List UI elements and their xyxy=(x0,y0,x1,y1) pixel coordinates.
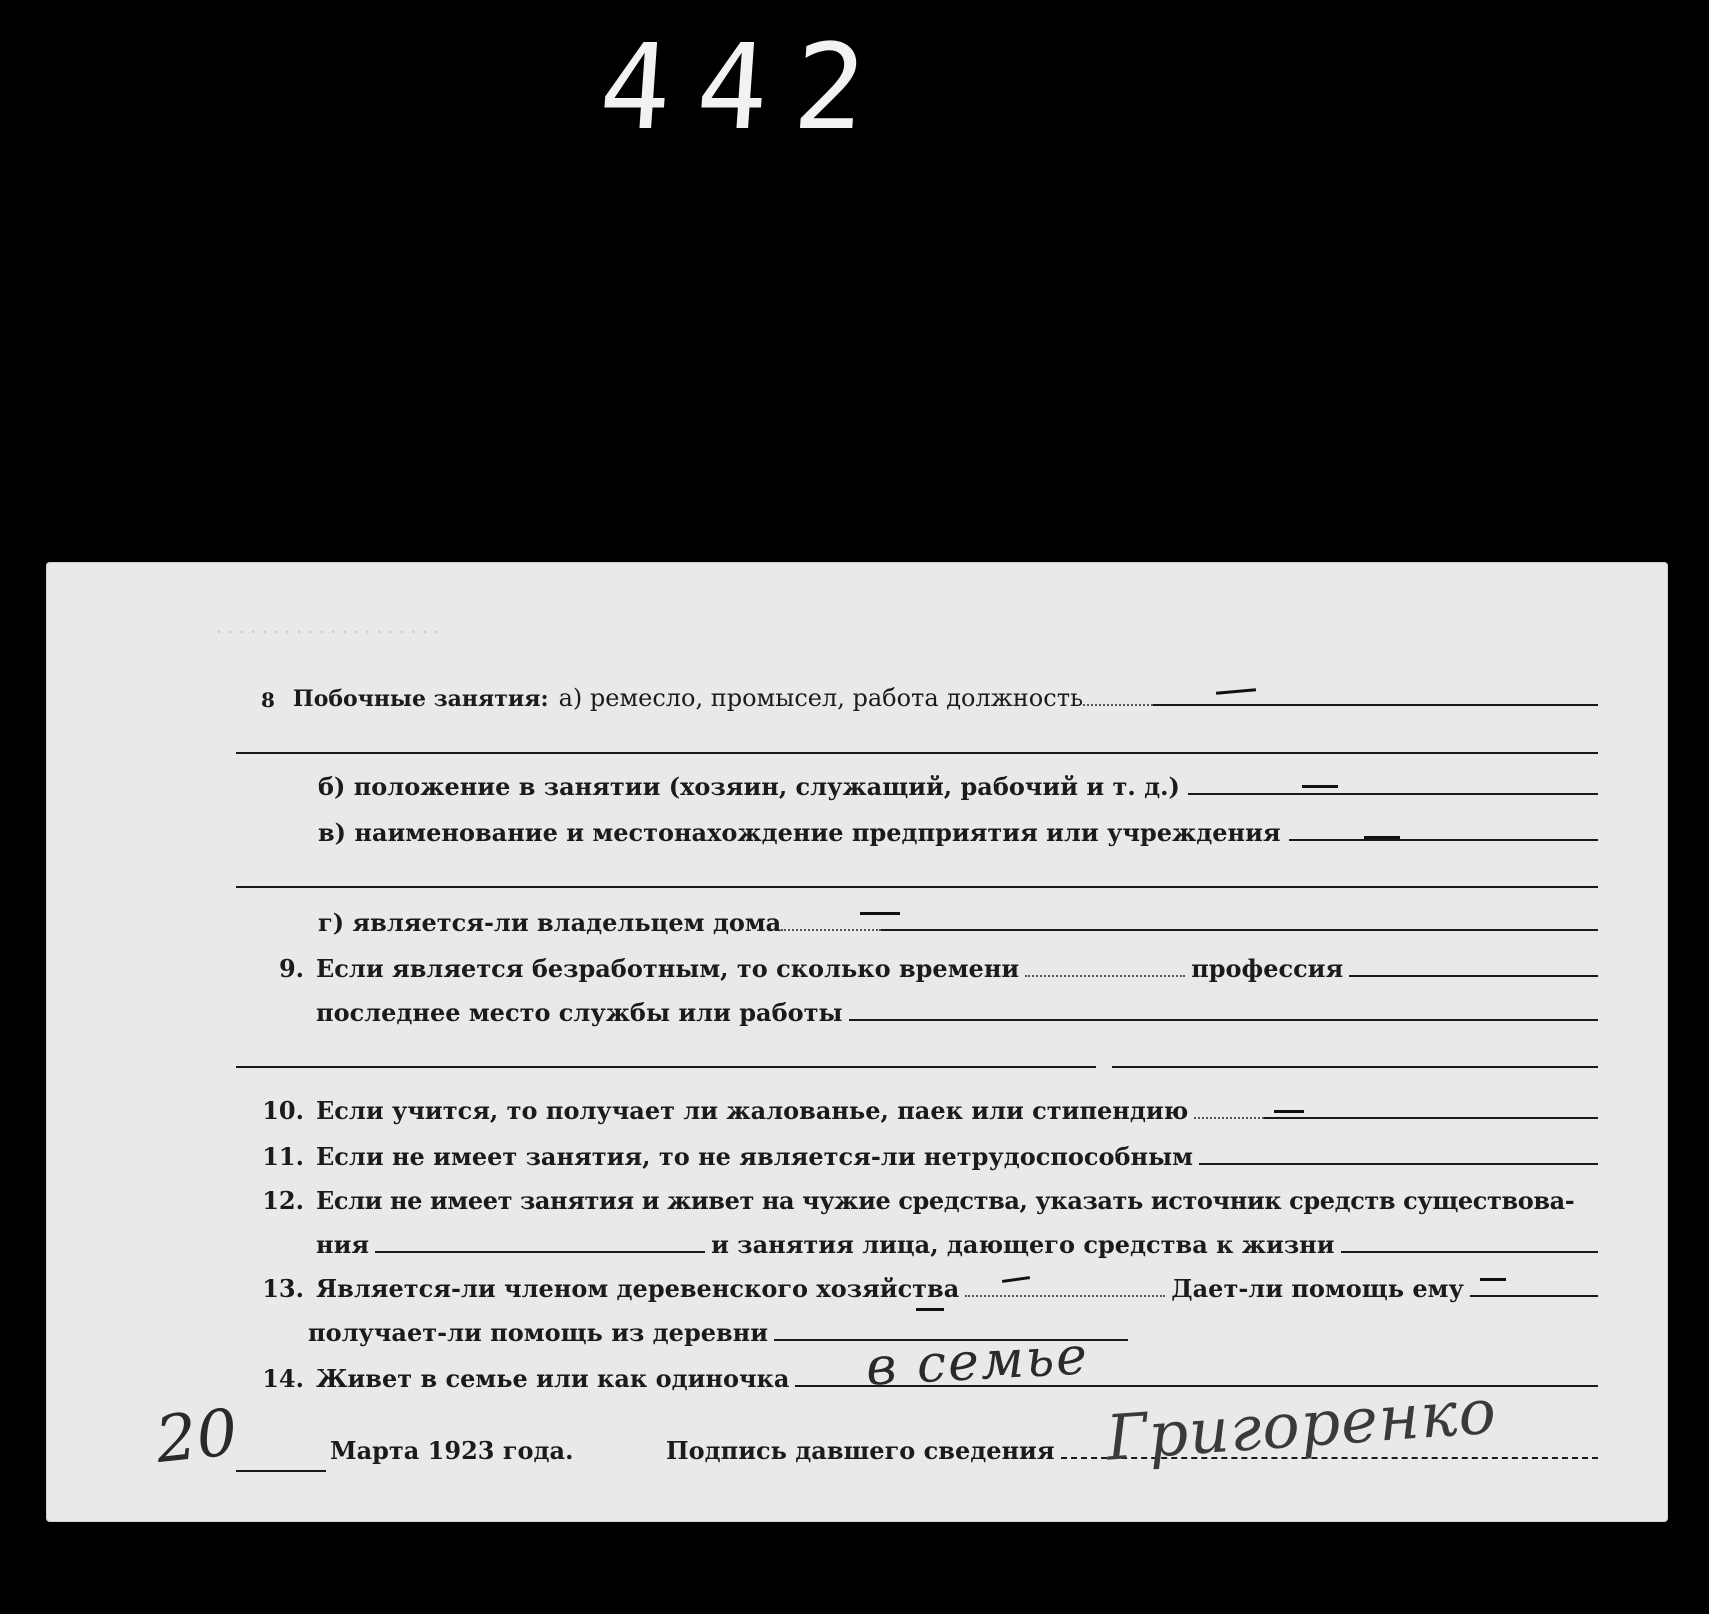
q8-g-dash-mark xyxy=(860,912,900,915)
q9-profession-label: профессия xyxy=(1191,954,1344,983)
q10-row xyxy=(246,1096,1598,1125)
q9-profession-field[interactable] xyxy=(1349,973,1598,977)
q8-a-field[interactable] xyxy=(1153,702,1598,706)
census-form-card xyxy=(46,562,1668,1522)
q9-last-place-field[interactable] xyxy=(849,1017,1598,1021)
q13-member-field[interactable] xyxy=(965,1293,1165,1297)
q8-b-row xyxy=(318,772,1598,801)
q8-v-row xyxy=(318,818,1598,847)
q14-label: Живет в семье или как одиночка xyxy=(316,1364,790,1393)
q13-number: 13. xyxy=(262,1274,304,1303)
footer-handwritten-day: 20 xyxy=(152,1395,242,1479)
q8-v-dash-mark xyxy=(1364,836,1400,839)
footer-month-year: Марта 1923 года. xyxy=(330,1436,574,1465)
q8-b-field[interactable] xyxy=(1188,791,1598,795)
q10-field[interactable] xyxy=(1264,1115,1598,1119)
q12-cont-row xyxy=(316,1230,1598,1259)
q14-handwritten-answer: в семье xyxy=(864,1326,1091,1398)
q12-person-field[interactable] xyxy=(1341,1249,1599,1253)
q9-row xyxy=(246,954,1598,983)
q12-row xyxy=(246,1186,1598,1215)
q10-dash-mark xyxy=(1274,1110,1304,1113)
q9-last-place-label: последнее место службы или работы xyxy=(316,998,843,1027)
q11-label: Если не имеет занятия, то не является-ли нетрудоспособным xyxy=(316,1142,1194,1171)
q9-continuation-line-2 xyxy=(1112,1066,1598,1068)
handwritten-signature: Григоренко xyxy=(1103,1374,1499,1475)
q12-cont-a-label: ния xyxy=(316,1230,370,1259)
q12-number: 12. xyxy=(262,1186,304,1215)
q8-g-field[interactable] xyxy=(881,927,1598,931)
q14-number: 14. xyxy=(262,1364,304,1393)
q8-a-label: а) ремесло, промысел, работа должность xyxy=(558,684,1084,712)
footer-day-line xyxy=(236,1470,326,1472)
q8-b-dash-mark xyxy=(1302,785,1338,788)
q9-duration-field[interactable] xyxy=(1025,973,1185,977)
bleed-through-text: · · · · · · · · · · · · · · · · · · · · xyxy=(216,622,440,643)
q8-b-label: б) положение в занятии (хозяин, служащий, рабочий и т. д.) xyxy=(318,772,1180,801)
q9-last-place-row xyxy=(316,998,1598,1027)
q12-label: Если не имеет занятия и живет на чужие средства, указать источник средств существова- xyxy=(316,1186,1575,1215)
q13-row xyxy=(246,1274,1598,1303)
q13-help-to-label: Дает-ли помощь ему xyxy=(1171,1274,1464,1303)
q8-g-label: г) является-ли владельцем дома xyxy=(318,908,782,937)
q12-cont-b-label: и занятия лица, дающего средства к жизни xyxy=(711,1230,1335,1259)
q11-row xyxy=(246,1142,1598,1171)
q9-continuation-line-1 xyxy=(236,1066,1096,1068)
q8-v-label: в) наименование и местонахождение предприятия или учреждения xyxy=(318,818,1281,847)
q8-g-row xyxy=(318,908,1598,937)
q11-field[interactable] xyxy=(1199,1161,1598,1165)
q13-label: Является-ли членом деревенского хозяйства xyxy=(316,1274,960,1303)
q8-v-continuation-line xyxy=(236,886,1598,888)
q10-label: Если учится, то получает ли жалованье, паек или стипендию xyxy=(316,1096,1189,1125)
q9-number: 9. xyxy=(278,954,304,983)
q8-title: Побочные занятия: xyxy=(292,686,549,712)
q8-a-continuation-line xyxy=(236,752,1598,754)
q8-v-field[interactable] xyxy=(1289,837,1598,841)
q11-number: 11. xyxy=(262,1142,304,1171)
q8-a-dots xyxy=(1083,702,1153,706)
frame-number: 442 xyxy=(595,18,896,156)
footer-signature-label: Подпись давшего сведения xyxy=(666,1436,1055,1465)
footer-date-row xyxy=(330,1436,573,1465)
q10-number: 10. xyxy=(262,1096,304,1125)
q13-help-to-dash-mark xyxy=(1480,1278,1506,1281)
q13-help-to-field[interactable] xyxy=(1470,1293,1598,1297)
q8-number: 8 xyxy=(261,688,275,712)
q8-g-dots xyxy=(781,927,881,931)
q8-a-row xyxy=(261,684,1598,712)
q9-label: Если является безработным, то сколько времени xyxy=(316,954,1020,983)
q13-help-from-label: получает-ли помощь из деревни xyxy=(308,1318,769,1347)
q10-dots xyxy=(1194,1115,1264,1119)
q13-help-from-dash-mark xyxy=(916,1308,944,1311)
q12-source-field[interactable] xyxy=(375,1249,705,1253)
